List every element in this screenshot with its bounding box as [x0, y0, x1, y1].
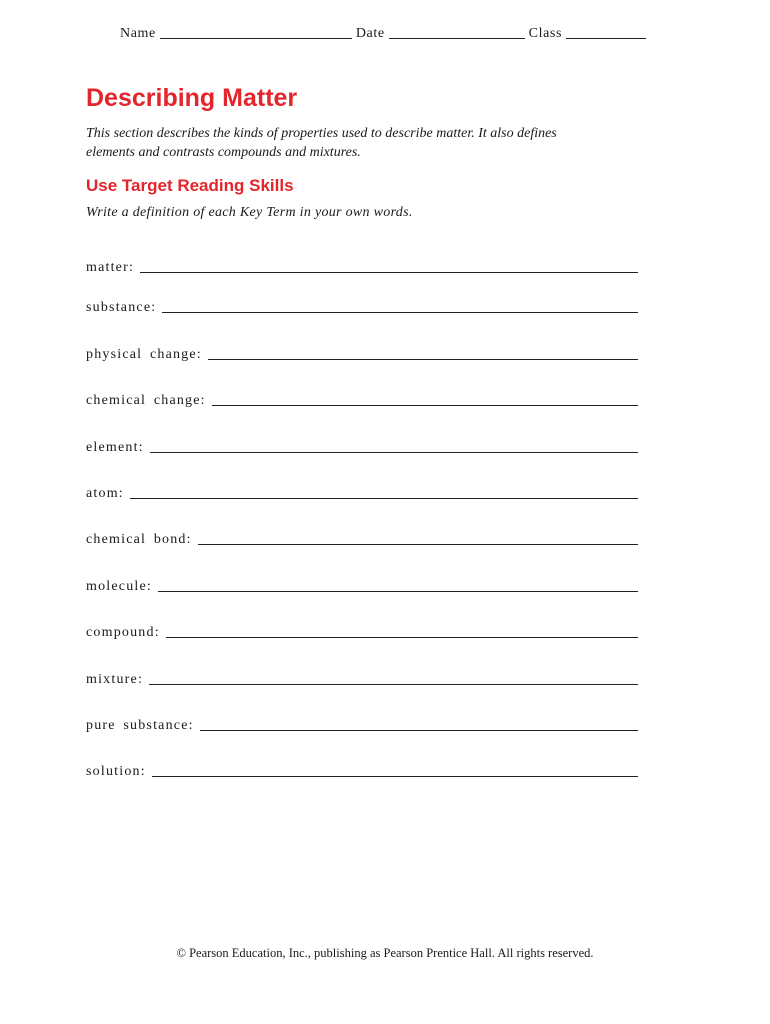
term-row-chemical-change: [86, 373, 638, 419]
term-row-compound: [86, 605, 638, 651]
definition-field[interactable]: [130, 497, 638, 499]
term-row-chemical-bond: [86, 512, 638, 558]
term-row-pure-substance: [86, 698, 638, 744]
section-intro: This section describes the kinds of properties used to describe matter. It also defines elements and contrasts compounds and mixtures.: [86, 126, 557, 160]
definition-field[interactable]: [162, 311, 638, 313]
page-title: Describing Matter: [86, 84, 298, 112]
definition-field[interactable]: [208, 358, 638, 360]
term-row-mixture: [86, 651, 638, 697]
term-label: atom:: [86, 485, 124, 501]
student-info-header: [120, 22, 652, 42]
date-label: Date: [355, 26, 385, 41]
definition-field[interactable]: [166, 636, 638, 638]
term-label: chemical change:: [86, 393, 206, 409]
term-label: pure substance:: [86, 717, 194, 733]
term-row-physical-change: [86, 326, 638, 372]
definition-field[interactable]: [158, 590, 638, 592]
class-field[interactable]: [566, 24, 646, 39]
term-label: chemical bond:: [86, 532, 192, 548]
definition-field[interactable]: [150, 451, 638, 453]
term-label: mixture:: [86, 671, 144, 687]
term-row-atom: [86, 466, 638, 512]
class-label: Class: [528, 26, 562, 41]
instruction-text: Write a definition of each Key Term in your own words.: [86, 205, 413, 220]
term-label: solution:: [86, 764, 146, 780]
date-field[interactable]: [389, 24, 525, 39]
term-label: molecule:: [86, 578, 153, 594]
definition-field[interactable]: [152, 775, 638, 777]
term-label: compound:: [86, 625, 160, 641]
term-row-molecule: [86, 558, 638, 604]
definition-field[interactable]: [140, 271, 638, 273]
section-subheading: Use Target Reading Skills: [86, 176, 294, 195]
term-label: physical change:: [86, 346, 202, 362]
name-field[interactable]: [160, 24, 352, 39]
term-row-element: [86, 419, 638, 465]
name-label: Name: [120, 26, 156, 41]
definition-field[interactable]: [212, 404, 638, 406]
term-row-substance: [86, 280, 638, 326]
copyright-footer: © Pearson Education, Inc., publishing as Pearson Prentice Hall. All rights reserved.: [176, 946, 594, 960]
key-terms-list: [86, 258, 638, 790]
term-label: element:: [86, 439, 144, 455]
definition-field[interactable]: [149, 683, 638, 685]
definition-field[interactable]: [200, 729, 638, 731]
definition-field[interactable]: [198, 543, 638, 545]
term-label: substance:: [86, 300, 157, 316]
term-label: matter:: [86, 260, 135, 275]
term-row-matter: [86, 258, 638, 280]
term-row-solution: [86, 744, 638, 790]
